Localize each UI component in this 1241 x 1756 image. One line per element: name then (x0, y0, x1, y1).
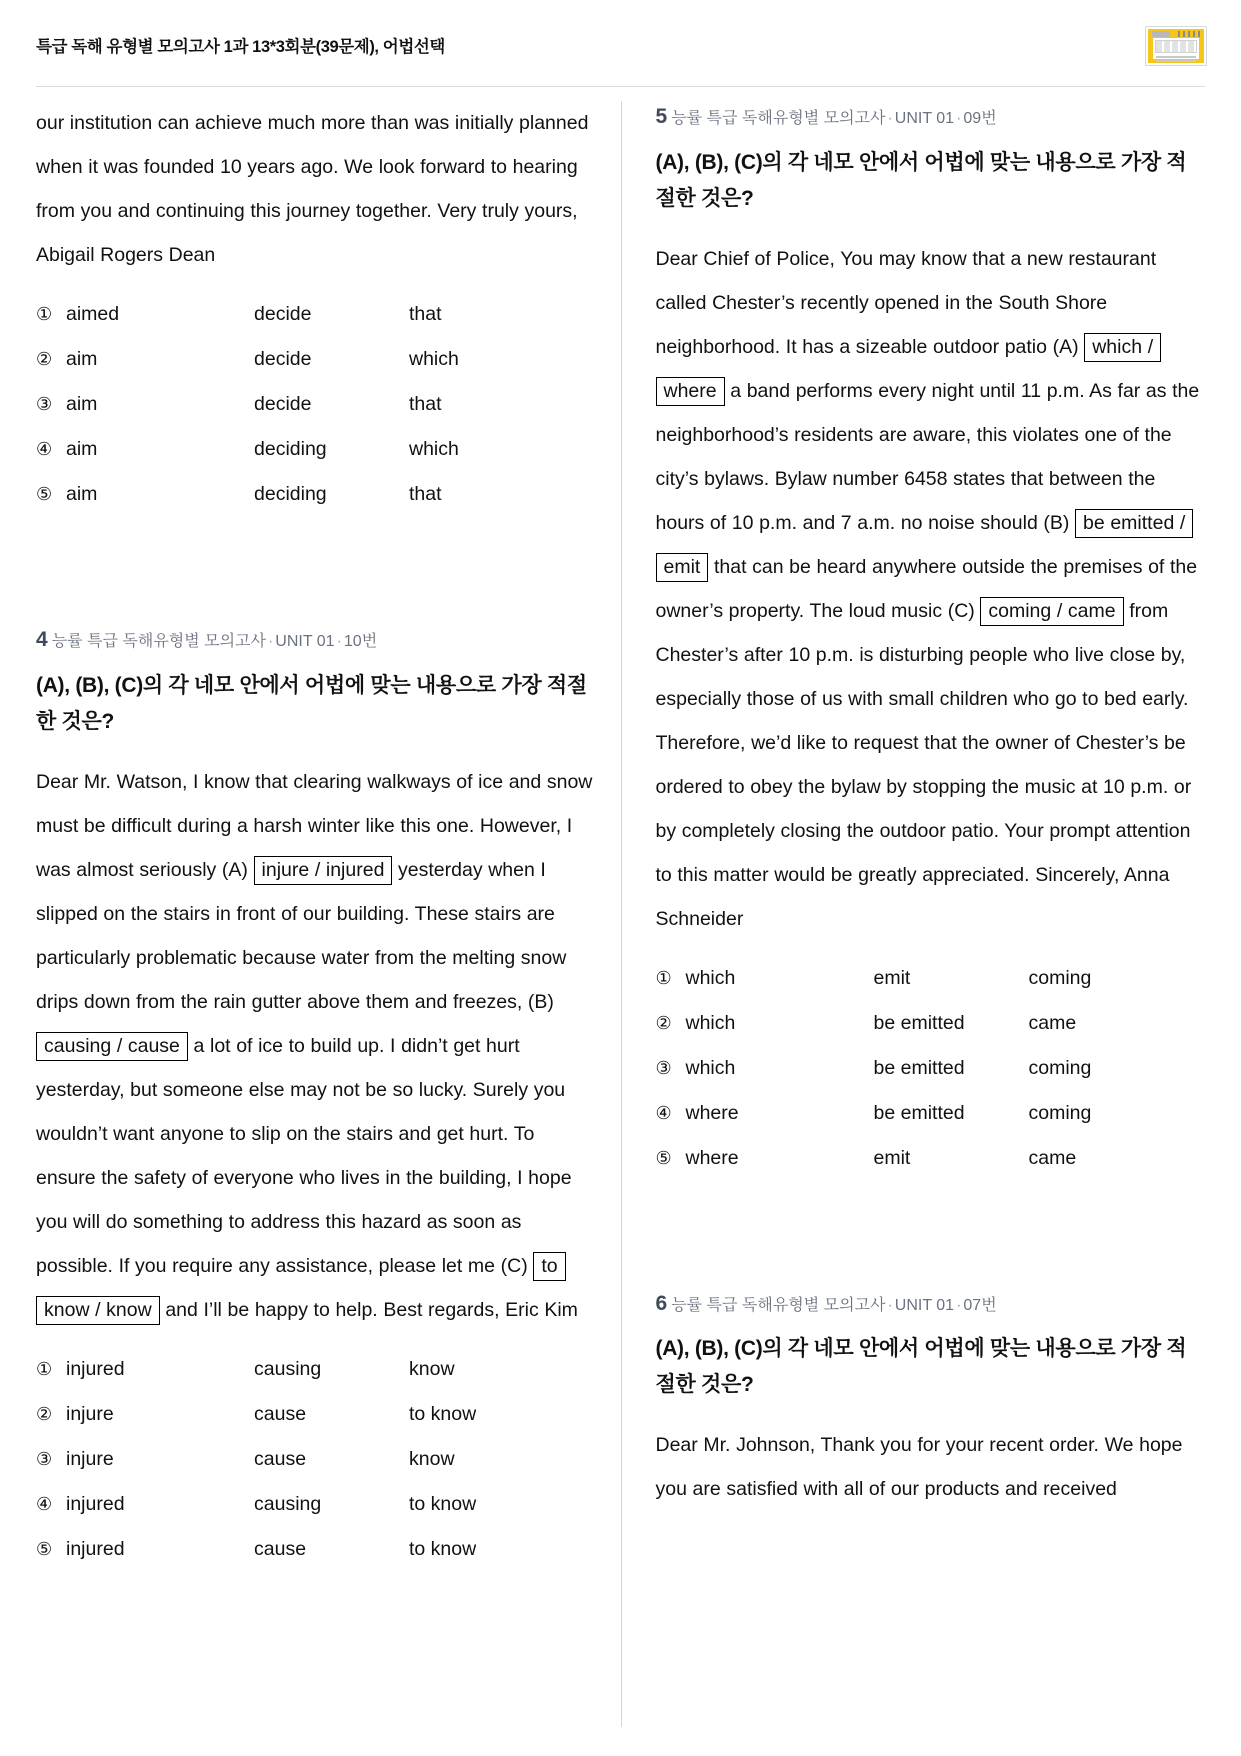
option-number: ③ (655, 1057, 672, 1078)
grammar-choice-box-a[interactable]: which / where (656, 333, 1162, 406)
option-number: ② (36, 349, 53, 369)
question-4-source: 능률 특급 독해유형별 모의고사 (51, 633, 266, 650)
question-4-unit: UNIT 01 (275, 633, 335, 650)
option-row[interactable] (656, 1102, 1206, 1147)
grammar-choice-box-a[interactable]: injure / injured (254, 856, 393, 885)
option-choice-a: where (685, 1101, 739, 1124)
option-number: ④ (655, 1102, 672, 1123)
question-4-passage (36, 760, 595, 1332)
option-choice-b: decide (254, 393, 312, 415)
option-row[interactable] (656, 967, 1206, 1012)
grammar-choice-box-b[interactable]: be emitted / emit (656, 509, 1194, 582)
grammar-choice-box-b[interactable]: causing / cause (36, 1032, 188, 1061)
passage-part: from Chester’s after 10 p.m. is disturbing people who live close by, especially those of us with small children who go to bed early. Therefore, we’d like to request that the owner of Chester’s be ordered to obey the bylaw by stopping the music at 10 p.m. or by completely closing the outdoor patio. Your prompt attention to this matter would be greatly appreciated. Sincerely, Anna Schneider (655, 599, 1192, 930)
question-6-source: 능률 특급 독해유형별 모의고사 (671, 1296, 886, 1314)
option-row[interactable] (36, 483, 595, 528)
option-choice-b: deciding (254, 438, 327, 460)
option-row[interactable] (656, 1012, 1206, 1057)
option-choice-b: deciding (254, 483, 327, 505)
option-choice-b: cause (254, 1402, 307, 1425)
question-4-prompt: (A), (B), (C)의 각 네모 안에서 어법에 맞는 내용으로 가장 적절한 것은? (36, 673, 587, 733)
option-row[interactable] (36, 438, 595, 483)
option-choice-b: decide (254, 303, 312, 325)
option-choice-a: aimed (66, 303, 120, 325)
option-choice-a: aim (66, 483, 98, 505)
option-choice-c: know (409, 1357, 455, 1380)
option-choice-a: injured (66, 1357, 125, 1380)
question-5-passage (656, 237, 1206, 941)
option-choice-c: that (409, 303, 442, 325)
option-number: ③ (36, 1448, 53, 1469)
option-choice-a: which (685, 1056, 736, 1079)
question-4-answer-options (36, 1358, 595, 1583)
question-6-item: 07번 (963, 1296, 997, 1314)
option-number: ⑤ (36, 1538, 53, 1559)
option-choice-b: be emitted (873, 1101, 965, 1124)
passage-part: a lot of ice to build up. I didn’t get hurt yesterday, but someone else may not be so lucky. Surely you wouldn’t want anyone to slip on the stairs and get hurt. To ensure the safety of everyone who lives in the building, I hope you will do something to address this hazard as soon as possible. If you require any assistance, please let me (C) (36, 1034, 572, 1277)
option-row[interactable] (656, 1057, 1206, 1102)
page-header (0, 0, 1241, 76)
passage-part: a band performs every night until 11 p.m. As far as the neighborhood’s residents are aware, this violates one of the city’s bylaws. Bylaw number 6458 states that between the hours of 10 p.m. and 7 a.m. no noise should (B) (655, 379, 1200, 534)
option-row[interactable] (36, 1403, 595, 1448)
question-6-prompt: (A), (B), (C)의 각 네모 안에서 어법에 맞는 내용으로 가장 적절한 것은? (655, 1337, 1187, 1396)
option-choice-a: injured (66, 1537, 125, 1560)
option-choice-a: aim (66, 393, 98, 415)
option-choice-a: which (685, 966, 736, 989)
option-row[interactable] (36, 1358, 595, 1403)
option-choice-b: causing (254, 1357, 322, 1380)
question-5-answer-options (656, 967, 1206, 1192)
option-choice-b: be emitted (873, 1056, 965, 1079)
passage-part: Dear Mr. Watson, I know that clearing walkways of ice and snow must be difficult during a harsh winter like this one. However, I was almost seriously (A) (36, 770, 593, 881)
question-5-unit: UNIT 01 (894, 110, 955, 127)
question-5-item: 09번 (963, 110, 997, 127)
question-5-number: 5 (655, 105, 668, 128)
option-number: ③ (36, 394, 53, 414)
option-choice-b: emit (873, 966, 911, 989)
option-choice-c: came (1028, 1146, 1077, 1169)
grammar-choice-box-c[interactable]: to know / know (36, 1252, 566, 1325)
question-5-meta: 5 능률 특급 독해유형별 모의고사 · UNIT 01 · 09번 (655, 105, 997, 128)
option-number: ⑤ (655, 1147, 672, 1168)
option-number: ① (36, 304, 53, 324)
option-number: ② (36, 1403, 53, 1424)
option-number: ① (36, 1358, 53, 1379)
option-choice-c: coming (1028, 1101, 1092, 1124)
left-column (36, 101, 621, 1727)
option-choice-b: causing (254, 1492, 322, 1515)
option-number: ④ (36, 1493, 53, 1514)
right-column (621, 101, 1206, 1727)
option-choice-b: emit (873, 1146, 911, 1169)
option-choice-b: cause (254, 1447, 307, 1470)
option-choice-c: that (409, 393, 442, 415)
option-number: ② (655, 1012, 672, 1033)
question-4-meta: 4 능률 특급 독해유형별 모의고사 · UNIT 01 · 10번 (36, 628, 378, 651)
option-choice-c: which (409, 348, 459, 370)
passage-part: Dear Chief of Police, You may know that a new restaurant called Chester’s recently opened in the South Shore neighborhood. It has a sizeable outdoor patio (A) (655, 247, 1157, 358)
question-5-source: 능률 특급 독해유형별 모의고사 (671, 110, 886, 127)
option-choice-c: to know (409, 1402, 477, 1425)
option-choice-c: which (409, 438, 459, 460)
option-choice-a: aim (66, 438, 98, 460)
option-choice-c: came (1028, 1011, 1077, 1034)
grammar-choice-box-c[interactable]: coming / came (980, 597, 1123, 626)
option-choice-a: aim (66, 348, 98, 370)
question-5 (656, 101, 1206, 1192)
question-6-passage: Dear Mr. Johnson, Thank you for your recent order. We hope you are satisfied with all of our products and received (655, 1434, 1183, 1500)
option-choice-b: cause (254, 1537, 307, 1560)
question-6-unit: UNIT 01 (894, 1296, 955, 1314)
option-choice-a: where (685, 1146, 739, 1169)
question-4 (36, 624, 595, 1583)
option-row[interactable] (36, 1493, 595, 1538)
option-choice-c: to know (409, 1537, 477, 1560)
option-row[interactable] (36, 348, 595, 393)
option-row[interactable] (656, 1147, 1206, 1192)
question-6-meta: 6 능률 특급 독해유형별 모의고사 · UNIT 01 · 07번 (655, 1291, 997, 1315)
passage-part: that can be heard anywhere outside the premises of the owner’s property. The loud music (C) (655, 555, 1198, 622)
option-choice-a: injured (66, 1492, 125, 1515)
question-5-prompt: (A), (B), (C)의 각 네모 안에서 어법에 맞는 내용으로 가장 적절한 것은? (655, 150, 1187, 210)
option-choice-a: which (685, 1011, 736, 1034)
option-choice-c: coming (1028, 966, 1092, 989)
page-body (0, 87, 1241, 1727)
passage-part: and I’ll be happy to help. Best regards, Eric Kim (159, 1298, 578, 1321)
continued-passage: our institution can achieve much more than was initially planned when it was founded 10 years ago. We look forward to hearing from you and continuing this journey together. Very truly yours, Abigail Rogers Dean (36, 112, 589, 266)
option-number: ⑤ (36, 484, 53, 504)
option-choice-b: decide (254, 348, 312, 370)
question-4-number: 4 (36, 628, 48, 651)
question-6 (656, 1288, 1206, 1512)
option-row[interactable] (36, 303, 595, 348)
document-title: 특급 독해 유형별 모의고사 1과 13*3회분(39문제), 어법선택 (36, 38, 445, 56)
option-row[interactable] (36, 1538, 595, 1583)
worksheet-thumbnail-icon (1145, 26, 1207, 66)
option-choice-b: be emitted (873, 1011, 965, 1034)
option-number: ① (655, 967, 672, 988)
passage-part: yesterday when I slipped on the stairs in front of our building. These stairs are particularly problematic because water from the melting snow drips down from the rain gutter above them and freezes, (B) (36, 858, 567, 1013)
option-choice-c: to know (409, 1492, 477, 1515)
question-6-number: 6 (655, 1291, 668, 1315)
question-4-item: 10번 (343, 633, 378, 650)
option-choice-c: know (409, 1447, 455, 1470)
option-row[interactable] (36, 1448, 595, 1493)
option-choice-c: coming (1028, 1056, 1092, 1079)
option-number: ④ (36, 439, 53, 459)
option-choice-a: injure (66, 1402, 114, 1425)
continued-answer-options (36, 303, 595, 528)
option-row[interactable] (36, 393, 595, 438)
option-choice-c: that (409, 483, 442, 505)
option-choice-a: injure (66, 1447, 114, 1470)
